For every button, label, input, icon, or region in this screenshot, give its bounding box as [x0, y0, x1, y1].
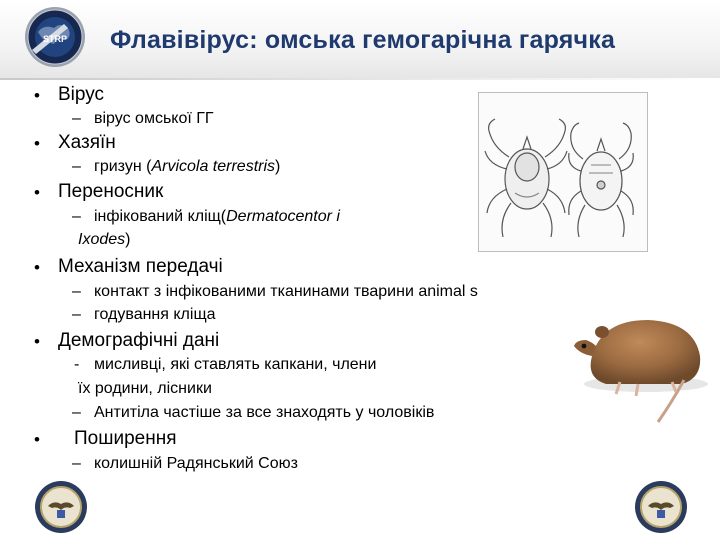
bullet-dot: • — [34, 258, 40, 277]
bullet-demographics: Демографічні дані — [58, 330, 220, 351]
dash: – — [72, 404, 81, 421]
header-divider — [0, 78, 720, 80]
sub-demographics-1: мисливці, які ставлять капкани, члени — [94, 356, 377, 373]
dod-seal-icon — [634, 480, 688, 534]
sub-vector-line2: Ixodes) — [78, 231, 131, 248]
sub-transmission-2: годування кліща — [94, 306, 216, 323]
dash: – — [72, 306, 81, 323]
sub-vector-line1: інфікований кліщ(Dermatocentor i — [94, 208, 340, 225]
dod-seal-icon — [34, 480, 88, 534]
hyphen: - — [74, 356, 80, 373]
bullet-dot: • — [34, 332, 40, 351]
logo-text: STRP — [42, 34, 68, 44]
tick-illustration — [478, 92, 648, 252]
vole-photo — [562, 306, 718, 430]
bullet-virus: Вірус — [58, 84, 105, 105]
dash: – — [72, 208, 81, 225]
sub-virus: вірус омської ГГ — [94, 110, 214, 127]
dash: – — [72, 283, 81, 300]
bullet-vector: Переносник — [58, 181, 164, 202]
sub-demographics-3: Антитіла частіше за все знаходять у чоловіків — [94, 404, 435, 421]
sub-host: гризун (Arvicola terrestris) — [94, 158, 281, 175]
bullet-dot: • — [34, 134, 40, 153]
bullet-distribution: Поширення — [74, 428, 177, 449]
bullet-host: Хазяїн — [58, 132, 116, 153]
bullet-dot: • — [34, 86, 40, 105]
bullet-transmission: Механізм передачі — [58, 256, 223, 277]
bullet-dot: • — [34, 183, 40, 202]
dash: – — [72, 455, 81, 472]
sub-demographics-2: їх родини, лісники — [78, 380, 212, 397]
strp-globe-logo — [24, 6, 86, 68]
sub-distribution: колишній Радянський Союз — [94, 455, 298, 472]
bullet-dot: • — [34, 430, 40, 449]
dash: – — [72, 158, 81, 175]
dash: – — [72, 110, 81, 127]
sub-transmission-1: контакт з інфікованими тканинами тварини animal s — [94, 283, 478, 300]
slide-title: Флавівірус: омська гемогарічна гарячка — [110, 26, 616, 54]
